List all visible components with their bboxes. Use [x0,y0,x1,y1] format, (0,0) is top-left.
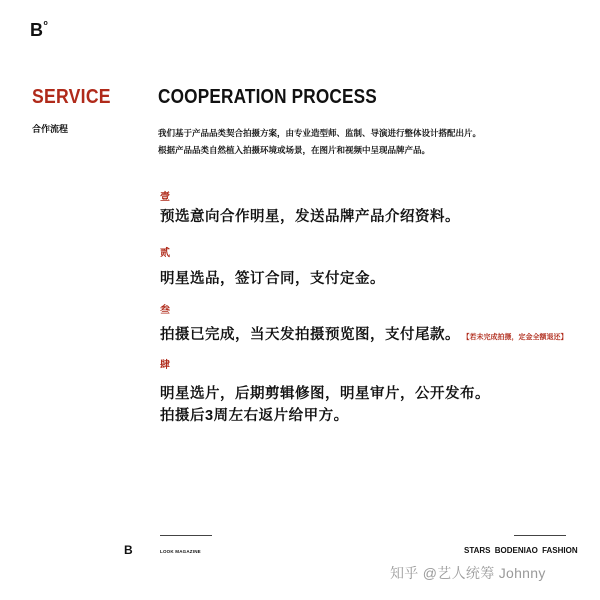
footer-magazine: LOOK MAGAZINE [160,549,201,554]
step-number-3: 叁 [160,305,170,316]
step-text-1: 预选意向合作明星，发送品牌产品介绍资料。 [160,209,460,225]
step-text-4-line-2: 拍摄后3周左右返片给甲方。 [160,408,349,424]
brand-logo [30,20,47,41]
section-title-service: SERVICE [32,86,111,108]
intro-line-1: 我们基于产品品类契合拍摄方案，由专业造型师、监制、导演进行整体设计搭配出片。 [158,128,482,138]
step-text-4-line-1: 明星选片，后期剪辑修图，明星审片，公开发布。 [160,386,490,402]
page-title: COOPERATION PROCESS [158,86,377,108]
intro-line-2: 根据产品品类自然植入拍摄环境或场景，在图片和视频中呈现品牌产品。 [158,145,431,155]
section-subtitle: 合作流程 [32,124,69,134]
logo-mark: o [43,20,48,27]
watermark: 知乎 @艺人统筹 Johnny [390,565,546,581]
step-text-2: 明星选品，签订合同，支付定金。 [160,271,385,287]
step-number-1: 壹 [160,192,170,203]
refund-note: 【若未完成拍摄，定金全额退还】 [466,334,568,341]
footer-rule-left [160,535,212,536]
intro-paragraph [158,125,481,159]
step-text-3 [160,324,568,349]
step-number-4: 肆 [160,360,170,371]
footer-brand-text: STARS BODENIAO FASHION [464,546,578,555]
step-text-3-main: 拍摄已完成，当天发拍摄预览图，支付尾款。 [160,327,460,343]
footer-logo: B [124,543,133,557]
footer-rule-right [514,535,566,536]
step-number-2: 贰 [160,248,170,259]
logo-letter: B [30,20,43,40]
step-text-4 [160,383,490,427]
